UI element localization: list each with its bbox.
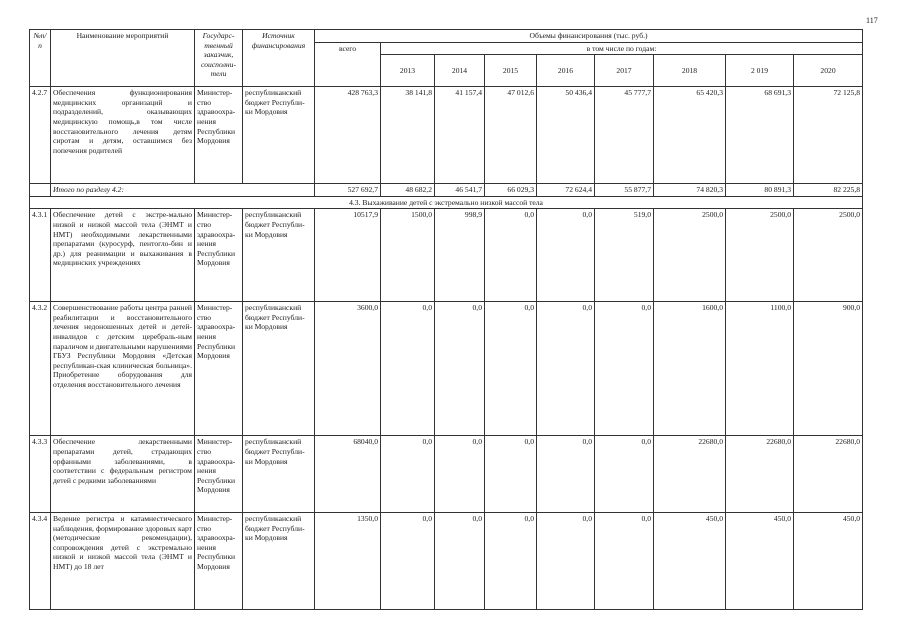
table-row <box>30 87 863 184</box>
row-year-value: 0,0 <box>485 436 537 513</box>
header-year: 2016 <box>537 55 595 87</box>
row-year-value: 72 125,8 <box>794 87 863 184</box>
row-num: 4.3.2 <box>30 302 51 436</box>
row-source: республиканский бюджет Республи-ки Мордовия <box>243 87 315 184</box>
row-source: республиканский бюджет Республи-ки Мордовия <box>243 302 315 436</box>
header-year: 2020 <box>794 55 863 87</box>
total-year-value: 80 891,3 <box>726 184 794 197</box>
header-year: 2018 <box>654 55 726 87</box>
row-year-value: 0,0 <box>485 209 537 302</box>
row-customer: Министер-ство здравоохра-нения Республики Мордовия <box>195 87 243 184</box>
total-year-value: 82 225,8 <box>794 184 863 197</box>
row-year-value: 0,0 <box>595 513 654 610</box>
row-year-value: 0,0 <box>537 436 595 513</box>
row-year-value: 998,9 <box>435 209 485 302</box>
row-year-value: 68 691,3 <box>726 87 794 184</box>
row-year-value: 0,0 <box>485 513 537 610</box>
header-year: 2 019 <box>726 55 794 87</box>
row-name: Ведение регистра и катамнестического наблюдения, формирование здоровых карт (методические рекомендации), сопровождения детей с экстремально низкой и низкой массой тела (ЭНМТ и НМТ) до 18 лет <box>51 513 195 610</box>
row-year-value: 0,0 <box>595 436 654 513</box>
row-year-value: 0,0 <box>485 302 537 436</box>
row-year-value: 0,0 <box>537 302 595 436</box>
row-year-value: 0,0 <box>435 513 485 610</box>
total-year-value: 55 877,7 <box>595 184 654 197</box>
row-year-value: 1500,0 <box>381 209 435 302</box>
row-num: 4.3.3 <box>30 436 51 513</box>
row-customer: Министер-ство здравоохра-нения Республики Мордовия <box>195 209 243 302</box>
total-year-value: 48 682,2 <box>381 184 435 197</box>
total-year-value: 74 820,3 <box>654 184 726 197</box>
header-name: Наименование мероприятий <box>51 30 195 87</box>
row-source: республиканский бюджет Республи-ки Мордовия <box>243 209 315 302</box>
table-row <box>30 436 863 513</box>
row-year-value: 0,0 <box>435 436 485 513</box>
header-customer: Государс-твенный заказчик, соисполни-тели <box>195 30 243 87</box>
row-year-value: 450,0 <box>794 513 863 610</box>
row-year-value: 900,0 <box>794 302 863 436</box>
row-total: 10517,9 <box>315 209 381 302</box>
total-year-value: 72 624,4 <box>537 184 595 197</box>
row-customer: Министер-ство здравоохра-нения Республики Мордовия <box>195 513 243 610</box>
row-year-value: 1100,0 <box>726 302 794 436</box>
row-year-value: 0,0 <box>381 302 435 436</box>
row-name: Обеспечение лекарственными препаратами детей, страдающих орфанными заболеваниями, в соответствии с федеральным регистром детей с редкими заболеваниями <box>51 436 195 513</box>
total-row <box>30 184 863 197</box>
row-total: 68040,0 <box>315 436 381 513</box>
header-total: всего <box>315 42 381 87</box>
row-year-value: 519,0 <box>595 209 654 302</box>
header-year: 2013 <box>381 55 435 87</box>
header-year: 2015 <box>485 55 537 87</box>
header-source: Источник финансирования <box>243 30 315 87</box>
section-row <box>30 196 863 209</box>
header-year: 2017 <box>595 55 654 87</box>
row-year-value: 450,0 <box>726 513 794 610</box>
row-year-value: 22680,0 <box>654 436 726 513</box>
row-year-value: 38 141,8 <box>381 87 435 184</box>
row-year-value: 0,0 <box>381 513 435 610</box>
row-name: Обеспечение детей с экстре-мально низкой и низкой массой тела (ЭНМТ и НМТ) необходимыми лекарственными препаратами (куросурф, пентогло-бин и др.) для реанимации и выхаживания в медицинских учреждениях <box>51 209 195 302</box>
row-customer: Министер-ство здравоохра-нения Республики Мордовия <box>195 436 243 513</box>
header-year: 2014 <box>435 55 485 87</box>
header-funding: Объемы финансирования (тыс. руб.) <box>315 30 863 43</box>
row-year-value: 2500,0 <box>654 209 726 302</box>
section-title: 4.3. Выхаживание детей с экстремально низкой массой тела <box>30 196 863 209</box>
total-year-value: 46 541,7 <box>435 184 485 197</box>
table-row <box>30 513 863 610</box>
row-num: 4.2.7 <box>30 87 51 184</box>
table-row <box>30 209 863 302</box>
row-total: 3600,0 <box>315 302 381 436</box>
total-sum: 527 692,7 <box>315 184 381 197</box>
row-year-value: 47 012,6 <box>485 87 537 184</box>
row-total: 428 763,3 <box>315 87 381 184</box>
row-year-value: 45 777,7 <box>595 87 654 184</box>
row-num: 4.3.1 <box>30 209 51 302</box>
row-year-value: 0,0 <box>435 302 485 436</box>
row-year-value: 0,0 <box>381 436 435 513</box>
row-year-value: 0,0 <box>595 302 654 436</box>
row-year-value: 50 436,4 <box>537 87 595 184</box>
page-number: 117 <box>866 16 878 25</box>
row-year-value: 0,0 <box>537 209 595 302</box>
table-row <box>30 302 863 436</box>
row-customer: Министер-ство здравоохра-нения Республики Мордовия <box>195 302 243 436</box>
row-source: республиканский бюджет Республи-ки Мордовия <box>243 436 315 513</box>
row-name: Совершенствование работы центра ранней реабилитации и восстановительного лечения недоношенных детей и детей-инвалидов с детским церебраль-ным параличом и двигательными нарушениями ГБУЗ Республики Мордовия «Детская республикан-ская клиническая больница». Приобретение оборудования для отделения восстановительного лечения <box>51 302 195 436</box>
row-year-value: 1600,0 <box>654 302 726 436</box>
row-name: Обеспечения функционирования медицинских организаций и подразделений, оказывающих медицинскую помощь,в том числе восстановительного лечения детям сиротам и детям, оставшимся без попечения родителей <box>51 87 195 184</box>
row-year-value: 450,0 <box>654 513 726 610</box>
row-year-value: 2500,0 <box>794 209 863 302</box>
row-source: республиканский бюджет Республи-ки Мордовия <box>243 513 315 610</box>
row-year-value: 65 420,3 <box>654 87 726 184</box>
row-year-value: 22680,0 <box>794 436 863 513</box>
header-by-years: в том числе по годам: <box>381 42 863 55</box>
total-year-value: 66 029,3 <box>485 184 537 197</box>
row-year-value: 2500,0 <box>726 209 794 302</box>
header-num: №п/п <box>30 30 51 87</box>
row-year-value: 0,0 <box>537 513 595 610</box>
row-year-value: 41 157,4 <box>435 87 485 184</box>
total-label: Итого по разделу 4.2: <box>51 184 315 197</box>
row-num: 4.3.4 <box>30 513 51 610</box>
row-year-value: 22680,0 <box>726 436 794 513</box>
funding-table <box>29 29 863 610</box>
row-total: 1350,0 <box>315 513 381 610</box>
